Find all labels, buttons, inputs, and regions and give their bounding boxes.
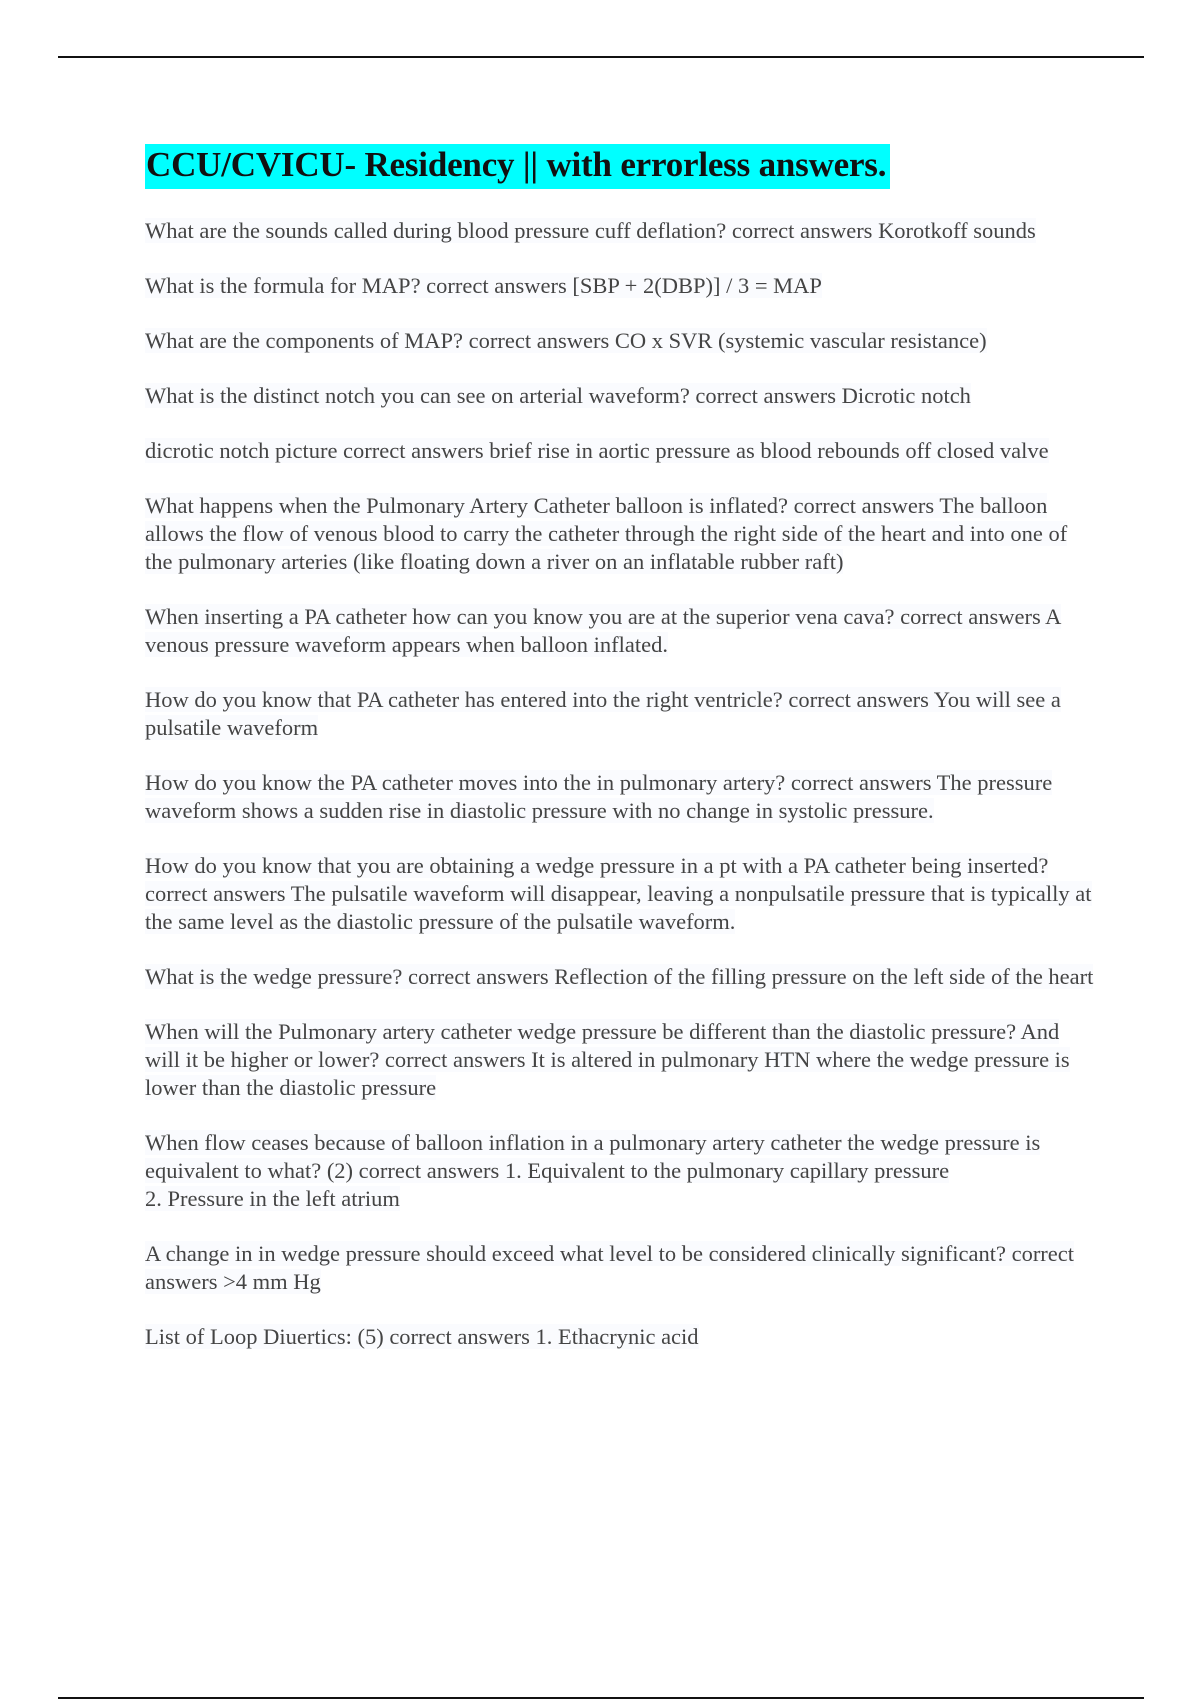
qa-item: How do you know that you are obtaining a wedge pressure in a pt with a PA catheter being inserted? correct answers The pulsatile waveform will disappear, leaving a nonpulsatile pressure that is typically at the same level as the diastolic pressure of the pulsatile waveform.	[145, 852, 1092, 934]
document-title: CCU/CVICU- Residency || with errorless answers.	[145, 144, 890, 189]
qa-item: What is the distinct notch you can see on arterial waveform? correct answers Dicrotic notch	[145, 382, 971, 408]
qa-item: What are the sounds called during blood pressure cuff deflation? correct answers Korotkoff sounds	[145, 217, 1036, 243]
qa-item: How do you know that PA catheter has entered into the right ventricle? correct answers You will see a pulsatile waveform	[145, 686, 1061, 740]
qa-list	[145, 217, 1095, 1351]
qa-item: A change in in wedge pressure should exceed what level to be considered clinically significant? correct answers >4 mm Hg	[145, 1240, 1075, 1294]
top-rule	[58, 56, 1144, 58]
qa-item: What is the wedge pressure? correct answers Reflection of the filling pressure on the left side of the heart	[145, 963, 1094, 989]
qa-item: When flow ceases because of balloon inflation in a pulmonary artery catheter the wedge pressure is equivalent to what? (2) correct answers 1. Equivalent to the pulmonary capillary pressure 2. Pressure in the left atrium	[145, 1129, 1041, 1211]
qa-item: List of Loop Diuertics: (5) correct answers 1. Ethacrynic acid	[145, 1323, 699, 1349]
qa-item: How do you know the PA catheter moves into the in pulmonary artery? correct answers The pressure waveform shows a sudden rise in diastolic pressure with no change in systolic pressure.	[145, 769, 1053, 823]
bottom-rule	[58, 1697, 1144, 1699]
qa-item: What happens when the Pulmonary Artery Catheter balloon is inflated? correct answers The balloon allows the flow of venous blood to carry the catheter through the right side of the heart and into one of the pulmonary arteries (like floating down a river on an inflatable rubber raft)	[145, 492, 1068, 574]
qa-item: dicrotic notch picture correct answers brief rise in aortic pressure as blood rebounds off closed valve	[145, 437, 1049, 463]
document-body	[145, 144, 1095, 1378]
qa-item: When inserting a PA catheter how can you know you are at the superior vena cava? correct answers A venous pressure waveform appears when balloon inflated.	[145, 603, 1062, 657]
qa-item: What are the components of MAP? correct answers CO x SVR (systemic vascular resistance)	[145, 327, 987, 353]
qa-item: When will the Pulmonary artery catheter wedge pressure be different than the diastolic pressure? And will it be higher or lower? correct answers It is altered in pulmonary HTN where the wedge pressure is lower than the diastolic pressure	[145, 1018, 1070, 1100]
qa-item: What is the formula for MAP? correct answers [SBP + 2(DBP)] / 3 = MAP	[145, 272, 822, 298]
